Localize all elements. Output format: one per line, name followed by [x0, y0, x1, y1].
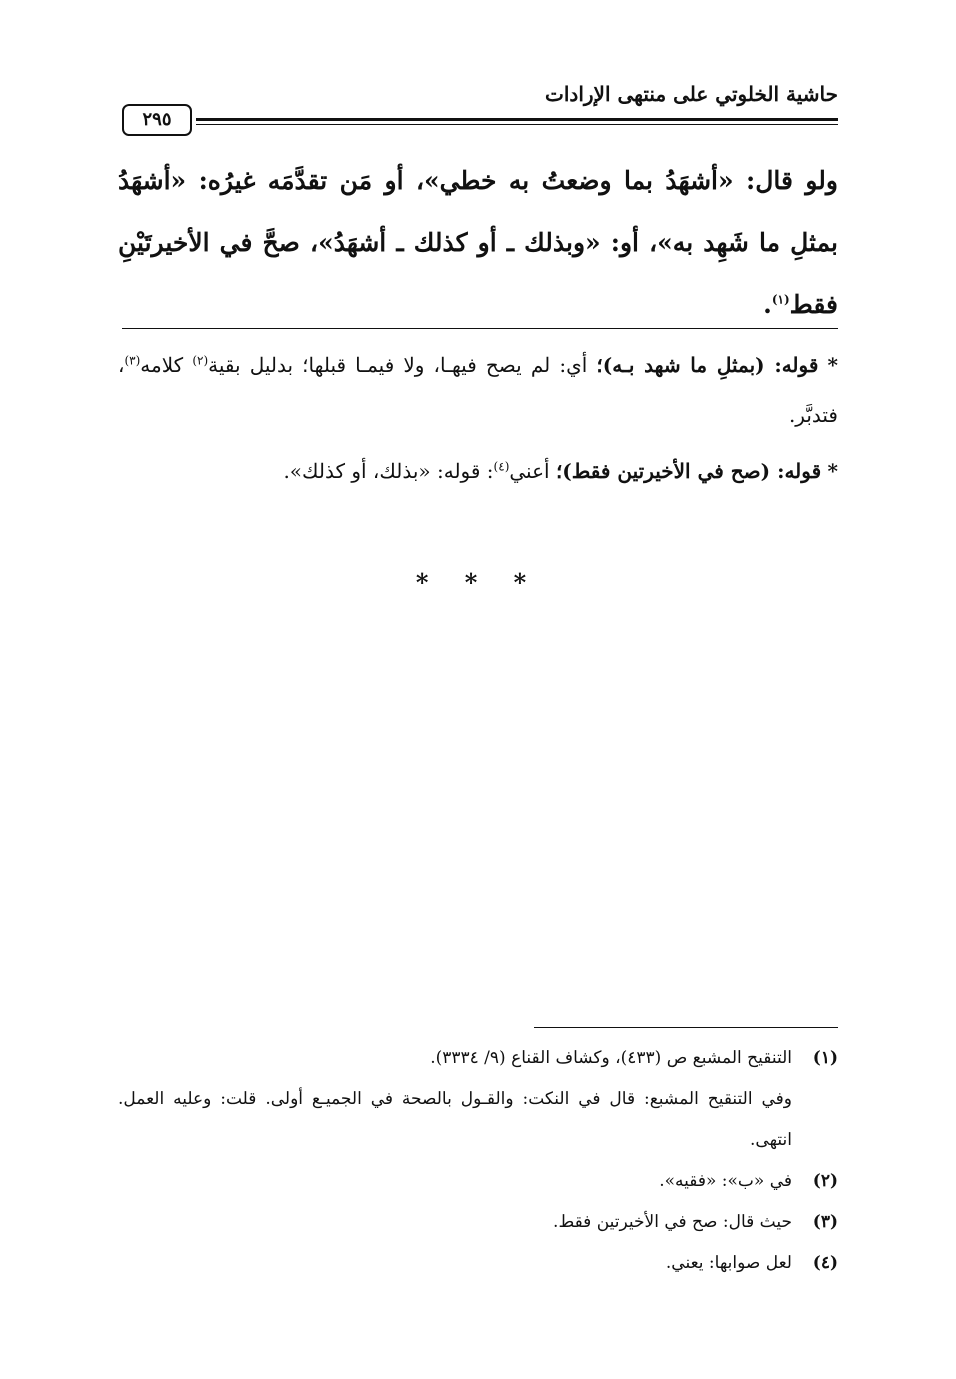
header-rule-thin: [196, 124, 838, 125]
footnote-4: [118, 1243, 838, 1284]
footnote-3: [118, 1202, 838, 1243]
footnote-number: (٢): [812, 1171, 838, 1191]
commentary-paragraph-2: [118, 446, 838, 496]
page-number-badge: ٢٩٥: [122, 104, 192, 136]
main-text-end: .: [763, 290, 772, 319]
header-rule: [196, 118, 838, 121]
star-marker: *: [827, 353, 839, 377]
footnote-number: (٤): [812, 1253, 838, 1273]
commentary-text: كلامه: [140, 353, 193, 377]
section-ornament: * * *: [415, 568, 541, 597]
footnote-ref-2: (٢): [192, 353, 209, 368]
commentary-paragraph-1: [118, 340, 838, 440]
commentary-text: أي: لم يصح فيهـا، ولا فيمـا قبلها؛ بدليل بقية: [208, 353, 597, 377]
commentary-lead: قوله: (بمثلِ ما شهد بـه)؛: [596, 353, 819, 377]
footnote-text: حيث قال: صح في الأخيرتين فقط.: [553, 1212, 792, 1232]
footnote-ref-4: (٤): [493, 459, 510, 474]
footnote-1: [118, 1038, 838, 1079]
main-text-body: ولو قال: «أشهَدُ بما وضعتُ به خطي»، أو مَن تقدَّمَه غيرُه: «أشهَدُ بمثلِ ما شَهِد به»، أو: «وبذلك ـ أو كذلك ـ أشهَدُ»، صحَّ في الأخيرتَيْنِ فقط: [118, 166, 838, 319]
footnote-text: التنقيح المشبع ص (٤٣٣)، وكشاف القناع (٩/ ٣٣٣٤).: [430, 1048, 792, 1068]
footnote-number: (٣): [812, 1212, 838, 1232]
commentary-text: : قوله: «بذلك، أو كذلك».: [283, 459, 494, 483]
star-marker: *: [827, 459, 838, 483]
footnote-rule: [534, 1027, 838, 1028]
footnote-2: [118, 1161, 838, 1202]
footnote-ref-3: (٣): [124, 353, 141, 368]
commentary-text: ، فتدبَّر.: [118, 353, 838, 427]
footnote-text: لعل صوابها: يعني.: [665, 1253, 792, 1273]
footnote-text: في «ب»: «فقيه».: [659, 1171, 792, 1191]
footnotes-section: [118, 1038, 838, 1284]
footnote-number: (١): [812, 1048, 838, 1068]
footnote-ref-1: (١): [771, 292, 790, 307]
main-text-rule: [122, 328, 838, 329]
footnote-1-continuation: وفي التنقيح المشبع: قال في النكت: والقـول بالصحة في الجميـع أولى. قلت: وعليه العمل. انتهى.: [118, 1089, 792, 1150]
commentary-section: [118, 340, 838, 496]
running-header-title: حاشية الخلوتي على منتهى الإرادات: [545, 82, 838, 106]
commentary-text: أعني: [509, 459, 556, 483]
commentary-lead: قوله: (صح في الأخيرتين فقط)؛: [555, 459, 822, 483]
main-text: [118, 150, 838, 336]
